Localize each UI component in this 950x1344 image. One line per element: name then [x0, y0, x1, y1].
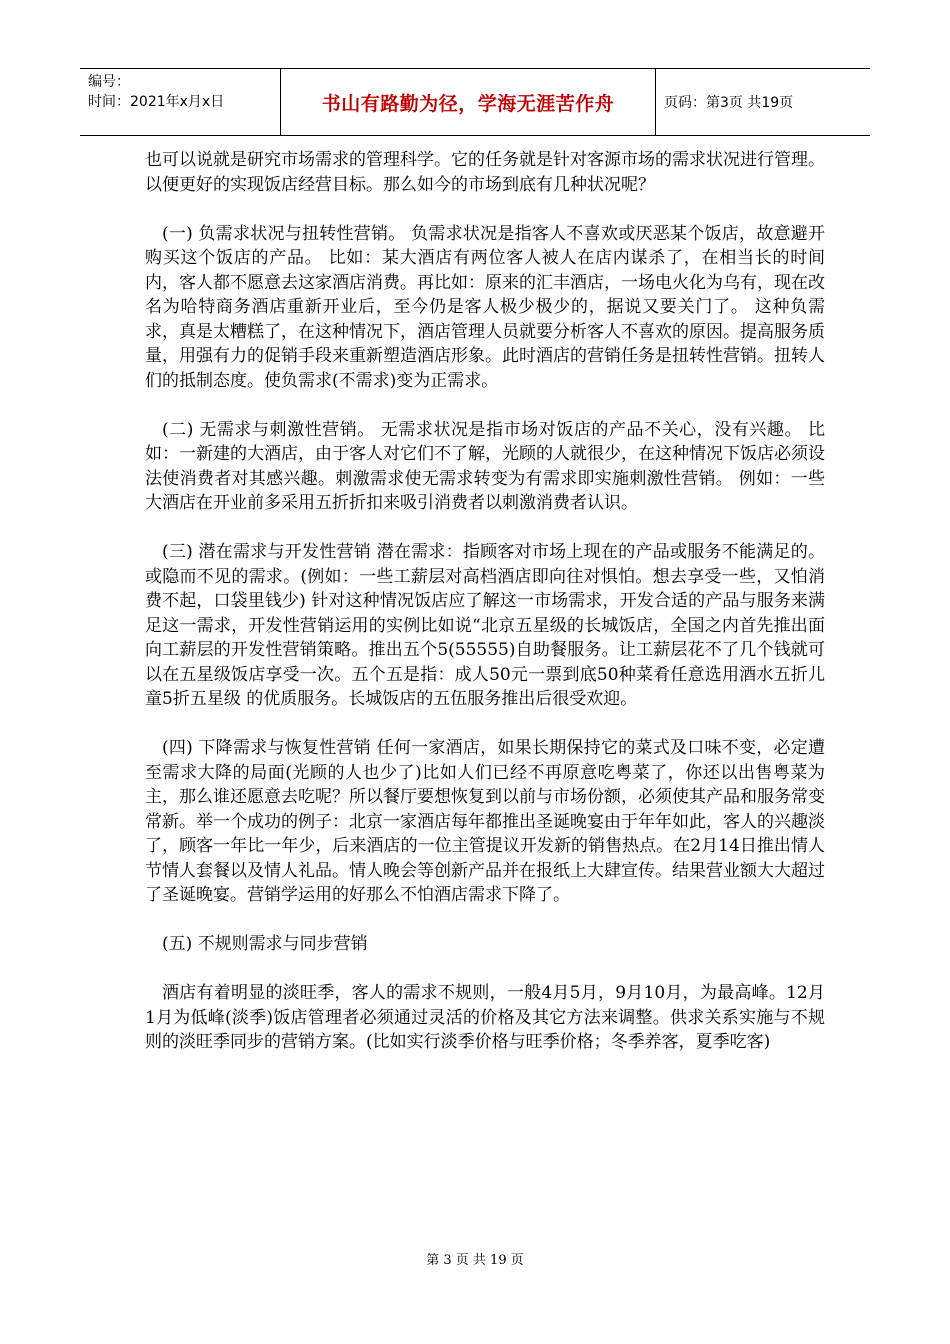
- paragraph-declining-demand: (四) 下降需求与恢复性营销 任何一家酒店，如果长期保持它的菜式及口味不变，必定遭至需求大降的局面(光顾的人也少了)比如人们已经不再原意吃粤菜了，你还以出售粤菜为主，那么谁还愿意去吃呢？所以餐厅要想恢复到以前与市场份额，必须使其产品和服务常变常新。举一个成功的例子：北京一家酒店每年都推出圣诞晚宴由于年年如此，客人的兴趣淡了，顾客一年比一年少，后来酒店的一位主管提议开发新的销售热点。在2月14日推出情人节情人套餐以及情人礼品。情人晚会等创新产品并在报纸上大肆宣传。结果营业额大大超过了圣诞晚宴。营销学运用的好那么不怕酒店需求下降了。: [145, 738, 825, 905]
- header-motto: 书山有路勤为径，学海无涯苦作舟: [281, 69, 656, 135]
- paragraph-latent-demand: (三) 潜在需求与开发性营销 潜在需求：指顾客对市场上现在的产品或服务不能满足的。或隐而不见的需求。(例如：一些工薪层对高档酒店即向往对惧怕。想去享受一些，又怕消费不起，口袋里钱少) 针对这种情况饭店应了解这一市场需求，开发合适的产品与服务来满足这一需求，开发性营销运用的实例比如说“北京五星级的长城饭店，全国之内首先推出面向工薪层的开发性营销策略。推出五个5(55555)自助餐服务。让工薪层花不了几个钱就可以在五星级饭店享受一次。五个五是指：成人50元一票到底50种菜肴任意选用酒水五折儿童5折五星级 的优质服务。长城饭店的五伍服务推出后很受欢迎。: [145, 542, 825, 709]
- header-page-label: 页码：第3页 共19页: [664, 95, 794, 111]
- paragraph-no-demand: (二) 无需求与刺激性营销。 无需求状况是指市场对饭店的产品不关心，没有兴趣。 比如：一新建的大酒店，由于客人对它们不了解，光顾的人就很少，在这种情况下饭店必须设法使消费者对其感兴趣。刺激需求使无需求转变为有需求即实施刺激性营销。 例如：一些大酒店在开业前多采用五折折扣来吸引消费者以刺激消费者认识。: [145, 419, 825, 513]
- paragraph-negative-demand: (一) 负需求状况与扭转性营销。 负需求状况是指客人不喜欢或厌恶某个饭店，故意避开购买这个饭店的产品。 比如：某大酒店有两位客人被人在店内谋杀了，在相当长的时间内，客人都不愿意去这家酒店消费。再比如：原来的汇丰酒店，一场电火化为乌有，现在改名为哈特商务酒店重新开业后，至今仍是客人极少极少的，据说又要关门了。 这种负需求，真是太糟糕了，在这种情况下，酒店管理人员就要分析客人不喜欢的原因。提高服务质量，用强有力的促销手段来重新塑造酒店形象。此时酒店的营销任务是扭转性营销。扭转人们的抵制态度。使负需求(不需求)变为正需求。: [145, 223, 825, 391]
- document-time-label: 时间：2021年x月x日: [88, 94, 225, 110]
- page-header: [80, 68, 870, 136]
- document-number-label: 编号：: [88, 74, 130, 90]
- paragraph-irregular-demand: 酒店有着明显的淡旺季，客人的需求不规则，一般4月5月，9月10月，为最高峰。12月1月为低峰(淡季)饭店管理者必须通过灵活的价格及其它方法来调整。供求关系实施与不规则的淡旺季同步的营销方案。(比如实行淡季价格与旺季价格；冬季养客，夏季吃客): [145, 983, 825, 1052]
- header-meta: [80, 69, 281, 135]
- page-footer: 第 3 页 共 19 页: [426, 1253, 524, 1268]
- paragraph-intro: 也可以说就是研究市场需求的管理科学。它的任务就是针对客源市场的需求状况进行管理。以便更好的实现饭店经营目标。那么如今的市场到底有几种状况呢？: [145, 150, 825, 195]
- paragraph-irregular-demand-heading: (五) 不规则需求与同步营销: [162, 934, 368, 954]
- document-body: [145, 148, 825, 1055]
